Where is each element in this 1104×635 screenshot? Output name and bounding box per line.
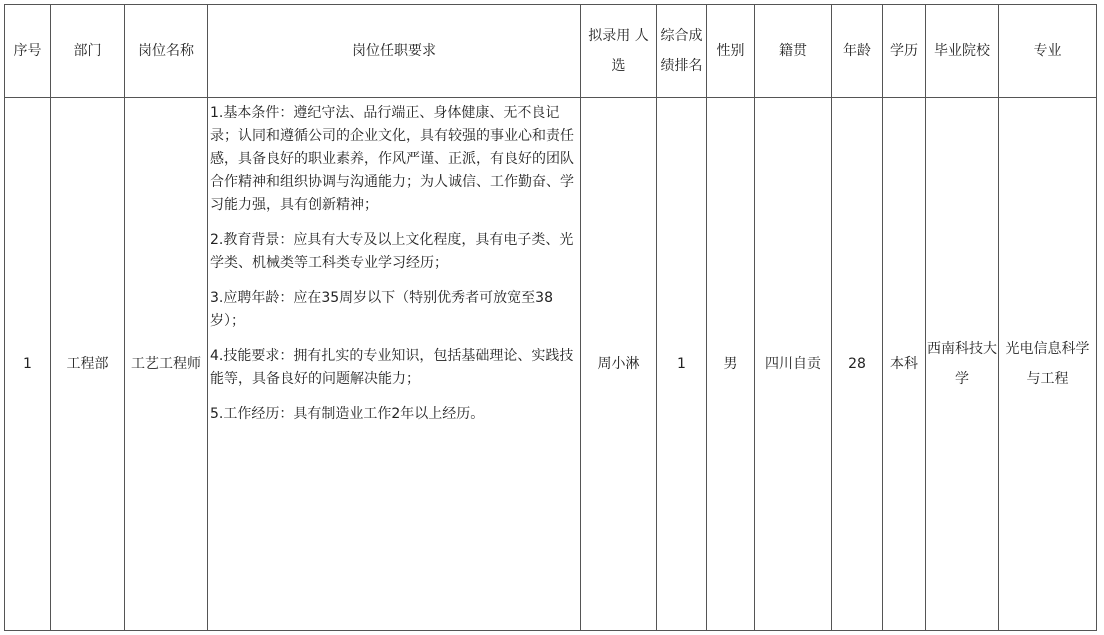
- cell-rank: 1: [657, 98, 707, 631]
- header-rank: 综合成绩排名: [657, 5, 707, 98]
- cell-major: 光电信息科学与工程: [999, 98, 1097, 631]
- header-major: 专业: [999, 5, 1097, 98]
- header-seq: 序号: [5, 5, 51, 98]
- header-dept: 部门: [51, 5, 125, 98]
- cell-education: 本科: [883, 98, 926, 631]
- cell-seq: 1: [5, 98, 51, 631]
- header-requirements: 岗位任职要求: [208, 5, 581, 98]
- header-position: 岗位名称: [125, 5, 208, 98]
- table-row: [5, 98, 1097, 631]
- header-school: 毕业院校: [926, 5, 999, 98]
- requirement-item: 2.教育背景：应具有大专及以上文化程度，具有电子类、光学类、机械类等工科类专业学习经历；: [210, 232, 574, 271]
- cell-position: 工艺工程师: [125, 98, 208, 631]
- cell-age: 28: [832, 98, 883, 631]
- header-candidate: 拟录用 人选: [581, 5, 657, 98]
- header-gender: 性别: [707, 5, 755, 98]
- recruitment-table: [4, 4, 1097, 631]
- cell-origin: 四川自贡: [755, 98, 832, 631]
- requirement-item: 1.基本条件：遵纪守法、品行端正、身体健康、无不良记录；认同和遵循公司的企业文化，具有较强的事业心和责任感，具备良好的职业素养，作风严谨、正派，有良好的团队合作精神和组织协调与沟通能力；为人诚信、工作勤奋、学习能力强，具有创新精神；: [210, 105, 574, 213]
- requirement-item: 5.工作经历：具有制造业工作2年以上经历。: [210, 406, 485, 422]
- cell-school: 西南科技大学: [926, 98, 999, 631]
- header-education: 学历: [883, 5, 926, 98]
- cell-candidate: 周小淋: [581, 98, 657, 631]
- header-age: 年龄: [832, 5, 883, 98]
- cell-dept: 工程部: [51, 98, 125, 631]
- header-row: [5, 5, 1097, 98]
- requirement-item: 3.应聘年龄：应在35周岁以下（特别优秀者可放宽至38岁）；: [210, 290, 553, 329]
- cell-gender: 男: [707, 98, 755, 631]
- cell-requirements: [208, 98, 581, 631]
- header-origin: 籍贯: [755, 5, 832, 98]
- requirement-item: 4.技能要求：拥有扎实的专业知识，包括基础理论、实践技能等，具备良好的问题解决能力；: [210, 348, 574, 387]
